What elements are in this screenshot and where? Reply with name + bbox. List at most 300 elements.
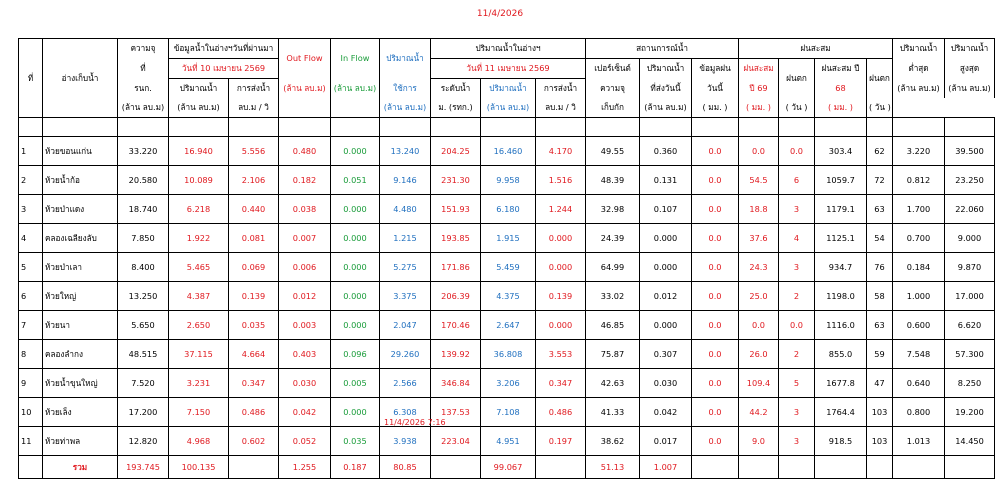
row-level: 193.85	[431, 224, 481, 253]
row-capacity: 8.400	[118, 253, 169, 282]
row-max: 57.300	[945, 340, 995, 369]
row-prev-release: 0.069	[229, 253, 279, 282]
header-usable-unit: (ล้าน ลบ.ม)	[380, 98, 431, 118]
row-inflow: 0.035	[331, 427, 380, 456]
row-outflow: 0.038	[279, 195, 331, 224]
row-inflow: 0.000	[331, 137, 380, 166]
table-row	[19, 369, 995, 398]
row-cur-release: 0.347	[536, 369, 586, 398]
header-max: ปริมาณน้ำ	[945, 39, 995, 59]
row-usable: 9.146	[380, 166, 431, 195]
row-capacity: 12.820	[118, 427, 169, 456]
row-cur-volume: 4.375	[481, 282, 536, 311]
row-inflow: 0.000	[331, 195, 380, 224]
row-capacity: 20.580	[118, 166, 169, 195]
totals-outflow: 1.255	[279, 456, 331, 479]
row-raindays68: 76	[867, 253, 893, 282]
reservoir-table	[18, 38, 995, 479]
header-cur-volume: ปริมาณน้ำ	[481, 79, 536, 99]
row-name: ห้วยป่าแดง	[43, 195, 118, 224]
row-delivered: 0.107	[640, 195, 692, 224]
table-body	[19, 137, 995, 456]
header-level-unit: ม. (รทก.)	[431, 98, 481, 118]
row-rain68: 1125.1	[815, 224, 867, 253]
header-rain68-unit: ( มม. )	[815, 98, 867, 118]
row-max: 9.870	[945, 253, 995, 282]
header-percent: เปอร์เซ็นต์	[586, 59, 640, 79]
table-row	[19, 195, 995, 224]
row-prev-release: 0.139	[229, 282, 279, 311]
row-usable: 6.308	[380, 398, 431, 427]
row-outflow: 0.030	[279, 369, 331, 398]
row-raindays68: 54	[867, 224, 893, 253]
row-prev-volume: 4.968	[169, 427, 229, 456]
row-prev-volume: 16.940	[169, 137, 229, 166]
header-reservoir: อ่างเก็บน้ำ	[43, 39, 118, 118]
row-max: 9.000	[945, 224, 995, 253]
header-cur-release-unit: ลบ.ม / วิ	[536, 98, 586, 118]
row-percent: 24.39	[586, 224, 640, 253]
row-rain-today: 0.0	[692, 166, 739, 195]
row-rain68: 1764.4	[815, 398, 867, 427]
row-min: 0.700	[893, 224, 945, 253]
header-rain69-2: ปี 69	[739, 79, 779, 99]
row-rain-today: 0.0	[692, 224, 739, 253]
row-outflow: 0.403	[279, 340, 331, 369]
row-raindays68: 62	[867, 137, 893, 166]
row-rain-today: 0.0	[692, 253, 739, 282]
header-rain69: ฝนสะสม	[739, 59, 779, 79]
table-row	[19, 340, 995, 369]
header-cur-group: ปริมาณน้ำในอ่างฯ	[431, 39, 586, 59]
row-cur-volume: 4.951	[481, 427, 536, 456]
row-rain69: 24.3	[739, 253, 779, 282]
row-prev-volume: 6.218	[169, 195, 229, 224]
row-prev-release: 0.081	[229, 224, 279, 253]
row-cur-volume: 6.180	[481, 195, 536, 224]
header-percent-3: เก็บกัก	[586, 98, 640, 118]
row-rain68: 1198.0	[815, 282, 867, 311]
row-rain68: 934.7	[815, 253, 867, 282]
row-cur-volume: 2.647	[481, 311, 536, 340]
header-row-4	[19, 98, 995, 118]
row-no: 5	[19, 253, 43, 282]
header-raindays68: ฝนตก	[867, 59, 893, 99]
header-prev-date: วันที่ 10 เมษายน 2569	[169, 59, 279, 79]
row-inflow: 0.000	[331, 224, 380, 253]
header-percent-2: ความจุ	[586, 79, 640, 99]
row-max: 23.250	[945, 166, 995, 195]
row-prev-release: 0.035	[229, 311, 279, 340]
row-cur-release: 0.000	[536, 253, 586, 282]
row-no: 2	[19, 166, 43, 195]
row-percent: 42.63	[586, 369, 640, 398]
row-capacity: 18.740	[118, 195, 169, 224]
header-delivered-2: ที่ส่งวันนี้	[640, 79, 692, 99]
totals-inflow: 0.187	[331, 456, 380, 479]
row-prev-volume: 10.089	[169, 166, 229, 195]
row-no: 7	[19, 311, 43, 340]
row-min: 1.000	[893, 282, 945, 311]
header-cur-date: วันที่ 11 เมษายน 2569	[431, 59, 586, 79]
row-name: ห้วยน้ำก้อ	[43, 166, 118, 195]
row-percent: 75.87	[586, 340, 640, 369]
header-delivered: ปริมาณน้ำ	[640, 59, 692, 79]
row-raindays68: 59	[867, 340, 893, 369]
row-inflow: 0.000	[331, 398, 380, 427]
row-name: ห้วยขอนแก่น	[43, 137, 118, 166]
row-prev-volume: 5.465	[169, 253, 229, 282]
row-level: 170.46	[431, 311, 481, 340]
totals-prev-volume: 100.135	[169, 456, 229, 479]
row-cur-volume: 3.206	[481, 369, 536, 398]
row-percent: 41.33	[586, 398, 640, 427]
row-percent: 49.55	[586, 137, 640, 166]
header-prev-release: การส่งน้ำ	[229, 79, 279, 99]
row-prev-release: 0.440	[229, 195, 279, 224]
totals-delivered: 1.007	[640, 456, 692, 479]
row-name: ห้วยป่าเลา	[43, 253, 118, 282]
row-max: 22.060	[945, 195, 995, 224]
row-inflow: 0.096	[331, 340, 380, 369]
header-capacity-2: ที่	[118, 59, 169, 79]
row-usable: 1.215	[380, 224, 431, 253]
row-rain68: 1179.1	[815, 195, 867, 224]
header-inflow-unit: (ล้าน ลบ.ม)	[331, 79, 380, 99]
row-rain69: 18.8	[739, 195, 779, 224]
row-rain69: 109.4	[739, 369, 779, 398]
row-raindays: 5	[779, 369, 815, 398]
table-row	[19, 398, 995, 427]
row-raindays: 2	[779, 340, 815, 369]
row-outflow: 0.042	[279, 398, 331, 427]
header-min-3: (ล้าน ลบ.ม)	[893, 79, 945, 99]
row-cur-volume: 5.459	[481, 253, 536, 282]
header-row-2	[19, 59, 995, 79]
row-delivered: 0.000	[640, 224, 692, 253]
row-prev-release: 0.486	[229, 398, 279, 427]
header-inflow: In Flow	[331, 39, 380, 79]
row-prev-volume: 2.650	[169, 311, 229, 340]
row-inflow: 0.005	[331, 369, 380, 398]
row-rain-today: 0.0	[692, 340, 739, 369]
report-date: 11/4/2026	[476, 9, 524, 19]
row-outflow: 0.007	[279, 224, 331, 253]
row-raindays: 3	[779, 195, 815, 224]
row-no: 8	[19, 340, 43, 369]
row-level: 137.53	[431, 398, 481, 427]
row-min: 0.600	[893, 311, 945, 340]
row-max: 19.200	[945, 398, 995, 427]
header-max-2: สูงสุด	[945, 59, 995, 79]
row-cur-release: 3.553	[536, 340, 586, 369]
row-min: 1.013	[893, 427, 945, 456]
header-rain-group: ฝนสะสม	[739, 39, 893, 59]
row-level: 139.92	[431, 340, 481, 369]
row-rain-today: 0.0	[692, 427, 739, 456]
row-inflow: 0.000	[331, 253, 380, 282]
header-cur-volume-unit: (ล้าน ลบ.ม)	[481, 98, 536, 118]
row-raindays68: 72	[867, 166, 893, 195]
row-max: 6.620	[945, 311, 995, 340]
row-rain-today: 0.0	[692, 137, 739, 166]
header-outflow: Out Flow	[279, 39, 331, 79]
header-capacity-4: (ล้าน ลบ.ม)	[118, 98, 169, 118]
row-name: ห้วยเล็ง	[43, 398, 118, 427]
header-prev-volume: ปริมาณน้ำ	[169, 79, 229, 99]
row-rain68: 1116.0	[815, 311, 867, 340]
row-outflow: 0.003	[279, 311, 331, 340]
row-rain69: 44.2	[739, 398, 779, 427]
row-rain69: 9.0	[739, 427, 779, 456]
table-row	[19, 427, 995, 456]
header-prev-group: ข้อมูลน้ำในอ่างฯวันที่ผ่านมา	[169, 39, 279, 59]
row-prev-volume: 3.231	[169, 369, 229, 398]
row-prev-volume: 4.387	[169, 282, 229, 311]
header-rain-today: ข้อมูลฝน	[692, 59, 739, 79]
row-delivered: 0.307	[640, 340, 692, 369]
header-capacity: ความจุ	[118, 39, 169, 59]
header-no: ที่	[19, 39, 43, 118]
row-name: ห้วยนา	[43, 311, 118, 340]
row-level: 223.04	[431, 427, 481, 456]
totals-usable: 80.85	[380, 456, 431, 479]
row-usable: 4.480	[380, 195, 431, 224]
row-name: คลองลำกง	[43, 340, 118, 369]
row-prev-volume: 1.922	[169, 224, 229, 253]
row-max: 14.450	[945, 427, 995, 456]
row-capacity: 17.200	[118, 398, 169, 427]
header-usable: ปริมาณน้ำ	[380, 39, 431, 79]
row-max: 17.000	[945, 282, 995, 311]
row-outflow: 0.182	[279, 166, 331, 195]
header-capacity-3: รนก.	[118, 79, 169, 99]
row-level: 231.30	[431, 166, 481, 195]
header-outflow-blank	[279, 98, 331, 118]
row-raindays68: 47	[867, 369, 893, 398]
header-rain-today-unit: ( มม. )	[692, 98, 739, 118]
row-delivered: 0.131	[640, 166, 692, 195]
row-percent: 32.98	[586, 195, 640, 224]
row-raindays68: 103	[867, 427, 893, 456]
row-cur-volume: 16.460	[481, 137, 536, 166]
row-rain-today: 0.0	[692, 311, 739, 340]
row-delivered: 0.012	[640, 282, 692, 311]
row-raindays68: 63	[867, 195, 893, 224]
row-rain-today: 0.0	[692, 195, 739, 224]
row-percent: 33.02	[586, 282, 640, 311]
row-cur-volume: 7.108	[481, 398, 536, 427]
row-rain-today: 0.0	[692, 369, 739, 398]
row-cur-release: 0.139	[536, 282, 586, 311]
row-usable: 13.240	[380, 137, 431, 166]
header-usable-2: ใช้การ	[380, 79, 431, 99]
row-inflow: 0.000	[331, 311, 380, 340]
row-delivered: 0.000	[640, 311, 692, 340]
row-rain68: 918.5	[815, 427, 867, 456]
row-prev-release: 0.347	[229, 369, 279, 398]
row-outflow: 0.006	[279, 253, 331, 282]
header-cur-release: การส่งน้ำ	[536, 79, 586, 99]
row-name: คลองเฉลียงลับ	[43, 224, 118, 253]
totals-capacity: 193.745	[118, 456, 169, 479]
row-raindays: 4	[779, 224, 815, 253]
row-cur-release: 1.244	[536, 195, 586, 224]
totals-percent: 51.13	[586, 456, 640, 479]
report-timestamp: 11/4/2026 7:16	[384, 418, 446, 427]
row-prev-release: 2.106	[229, 166, 279, 195]
row-usable: 2.047	[380, 311, 431, 340]
header-level: ระดับน้ำ	[431, 79, 481, 99]
row-raindays: 3	[779, 253, 815, 282]
header-min: ปริมาณน้ำ	[893, 39, 945, 59]
row-name: ห้วยน้ำขุนใหญ่	[43, 369, 118, 398]
row-capacity: 33.220	[118, 137, 169, 166]
row-prev-release: 5.556	[229, 137, 279, 166]
row-prev-volume: 7.150	[169, 398, 229, 427]
row-delivered: 0.030	[640, 369, 692, 398]
row-usable: 3.375	[380, 282, 431, 311]
row-cur-volume: 1.915	[481, 224, 536, 253]
row-rain68: 303.4	[815, 137, 867, 166]
row-capacity: 48.515	[118, 340, 169, 369]
row-min: 3.220	[893, 137, 945, 166]
row-no: 1	[19, 137, 43, 166]
row-rain68: 1677.8	[815, 369, 867, 398]
row-level: 346.84	[431, 369, 481, 398]
row-min: 7.548	[893, 340, 945, 369]
row-cur-release: 0.000	[536, 224, 586, 253]
row-rain69: 54.5	[739, 166, 779, 195]
row-prev-release: 0.602	[229, 427, 279, 456]
table-row	[19, 224, 995, 253]
row-no: 4	[19, 224, 43, 253]
row-rain69: 26.0	[739, 340, 779, 369]
row-cur-volume: 9.958	[481, 166, 536, 195]
row-usable: 3.938	[380, 427, 431, 456]
header-rain69-unit: ( มม. )	[739, 98, 779, 118]
header-row-1	[19, 39, 995, 59]
row-usable: 5.275	[380, 253, 431, 282]
row-delivered: 0.017	[640, 427, 692, 456]
row-no: 9	[19, 369, 43, 398]
row-cur-release: 1.516	[536, 166, 586, 195]
row-min: 0.800	[893, 398, 945, 427]
row-delivered: 0.000	[640, 253, 692, 282]
row-delivered: 0.042	[640, 398, 692, 427]
row-outflow: 0.480	[279, 137, 331, 166]
row-percent: 48.39	[586, 166, 640, 195]
row-no: 6	[19, 282, 43, 311]
header-raindays-unit: ( วัน )	[779, 98, 815, 118]
row-usable: 2.566	[380, 369, 431, 398]
row-capacity: 7.520	[118, 369, 169, 398]
row-max: 8.250	[945, 369, 995, 398]
row-cur-release: 0.197	[536, 427, 586, 456]
row-raindays68: 103	[867, 398, 893, 427]
row-rain68: 855.0	[815, 340, 867, 369]
row-rain69: 0.0	[739, 311, 779, 340]
row-inflow: 0.000	[331, 282, 380, 311]
table-row	[19, 311, 995, 340]
row-capacity: 5.650	[118, 311, 169, 340]
row-name: ห้วยใหญ่	[43, 282, 118, 311]
row-raindays: 0.0	[779, 137, 815, 166]
row-raindays: 3	[779, 398, 815, 427]
header-outflow-unit: (ล้าน ลบ.ม)	[279, 79, 331, 99]
header-rain68: ฝนสะสม ปี	[815, 59, 867, 79]
header-rain-today-2: วันนี้	[692, 79, 739, 99]
row-prev-volume: 37.115	[169, 340, 229, 369]
row-no: 3	[19, 195, 43, 224]
row-max: 39.500	[945, 137, 995, 166]
row-raindays68: 58	[867, 282, 893, 311]
header-delivered-unit: (ล้าน ลบ.ม)	[640, 98, 692, 118]
row-outflow: 0.052	[279, 427, 331, 456]
row-inflow: 0.051	[331, 166, 380, 195]
row-percent: 38.62	[586, 427, 640, 456]
row-usable: 29.260	[380, 340, 431, 369]
row-no: 11	[19, 427, 43, 456]
header-prev-volume-unit: (ล้าน ลบ.ม)	[169, 98, 229, 118]
row-name: ห้วยท่าพล	[43, 427, 118, 456]
header-prev-release-unit: ลบ.ม / วิ	[229, 98, 279, 118]
row-cur-release: 0.000	[536, 311, 586, 340]
row-cur-release: 4.170	[536, 137, 586, 166]
row-no: 10	[19, 398, 43, 427]
row-percent: 64.99	[586, 253, 640, 282]
row-cur-release: 0.486	[536, 398, 586, 427]
row-capacity: 7.850	[118, 224, 169, 253]
row-level: 206.39	[431, 282, 481, 311]
row-prev-release: 4.664	[229, 340, 279, 369]
row-level: 204.25	[431, 137, 481, 166]
row-outflow: 0.012	[279, 282, 331, 311]
totals-label: รวม	[43, 456, 118, 479]
header-inflow-blank	[331, 98, 380, 118]
table-row	[19, 166, 995, 195]
header-rain68-2: 68	[815, 79, 867, 99]
row-delivered: 0.360	[640, 137, 692, 166]
header-raindays: ฝนตก	[779, 59, 815, 99]
row-rain69: 25.0	[739, 282, 779, 311]
row-level: 151.93	[431, 195, 481, 224]
totals-cur-volume: 99.067	[481, 456, 536, 479]
row-min: 0.640	[893, 369, 945, 398]
row-raindays: 6	[779, 166, 815, 195]
row-level: 171.86	[431, 253, 481, 282]
row-cur-volume: 36.808	[481, 340, 536, 369]
header-max-3: (ล้าน ลบ.ม)	[945, 79, 995, 99]
row-rain68: 1059.7	[815, 166, 867, 195]
header-status-group: สถานการณ์น้ำ	[586, 39, 739, 59]
row-raindays: 3	[779, 427, 815, 456]
header-min-2: ต่ำสุด	[893, 59, 945, 79]
header-row-3	[19, 79, 995, 99]
row-min: 1.700	[893, 195, 945, 224]
row-percent: 46.85	[586, 311, 640, 340]
row-min: 0.184	[893, 253, 945, 282]
totals-row	[19, 456, 995, 479]
table-row	[19, 253, 995, 282]
row-raindays: 0.0	[779, 311, 815, 340]
table-row	[19, 282, 995, 311]
table-row	[19, 137, 995, 166]
spacer-row	[19, 118, 995, 137]
row-rain-today: 0.0	[692, 398, 739, 427]
row-capacity: 13.250	[118, 282, 169, 311]
header-raindays68-unit: ( วัน )	[867, 98, 893, 118]
